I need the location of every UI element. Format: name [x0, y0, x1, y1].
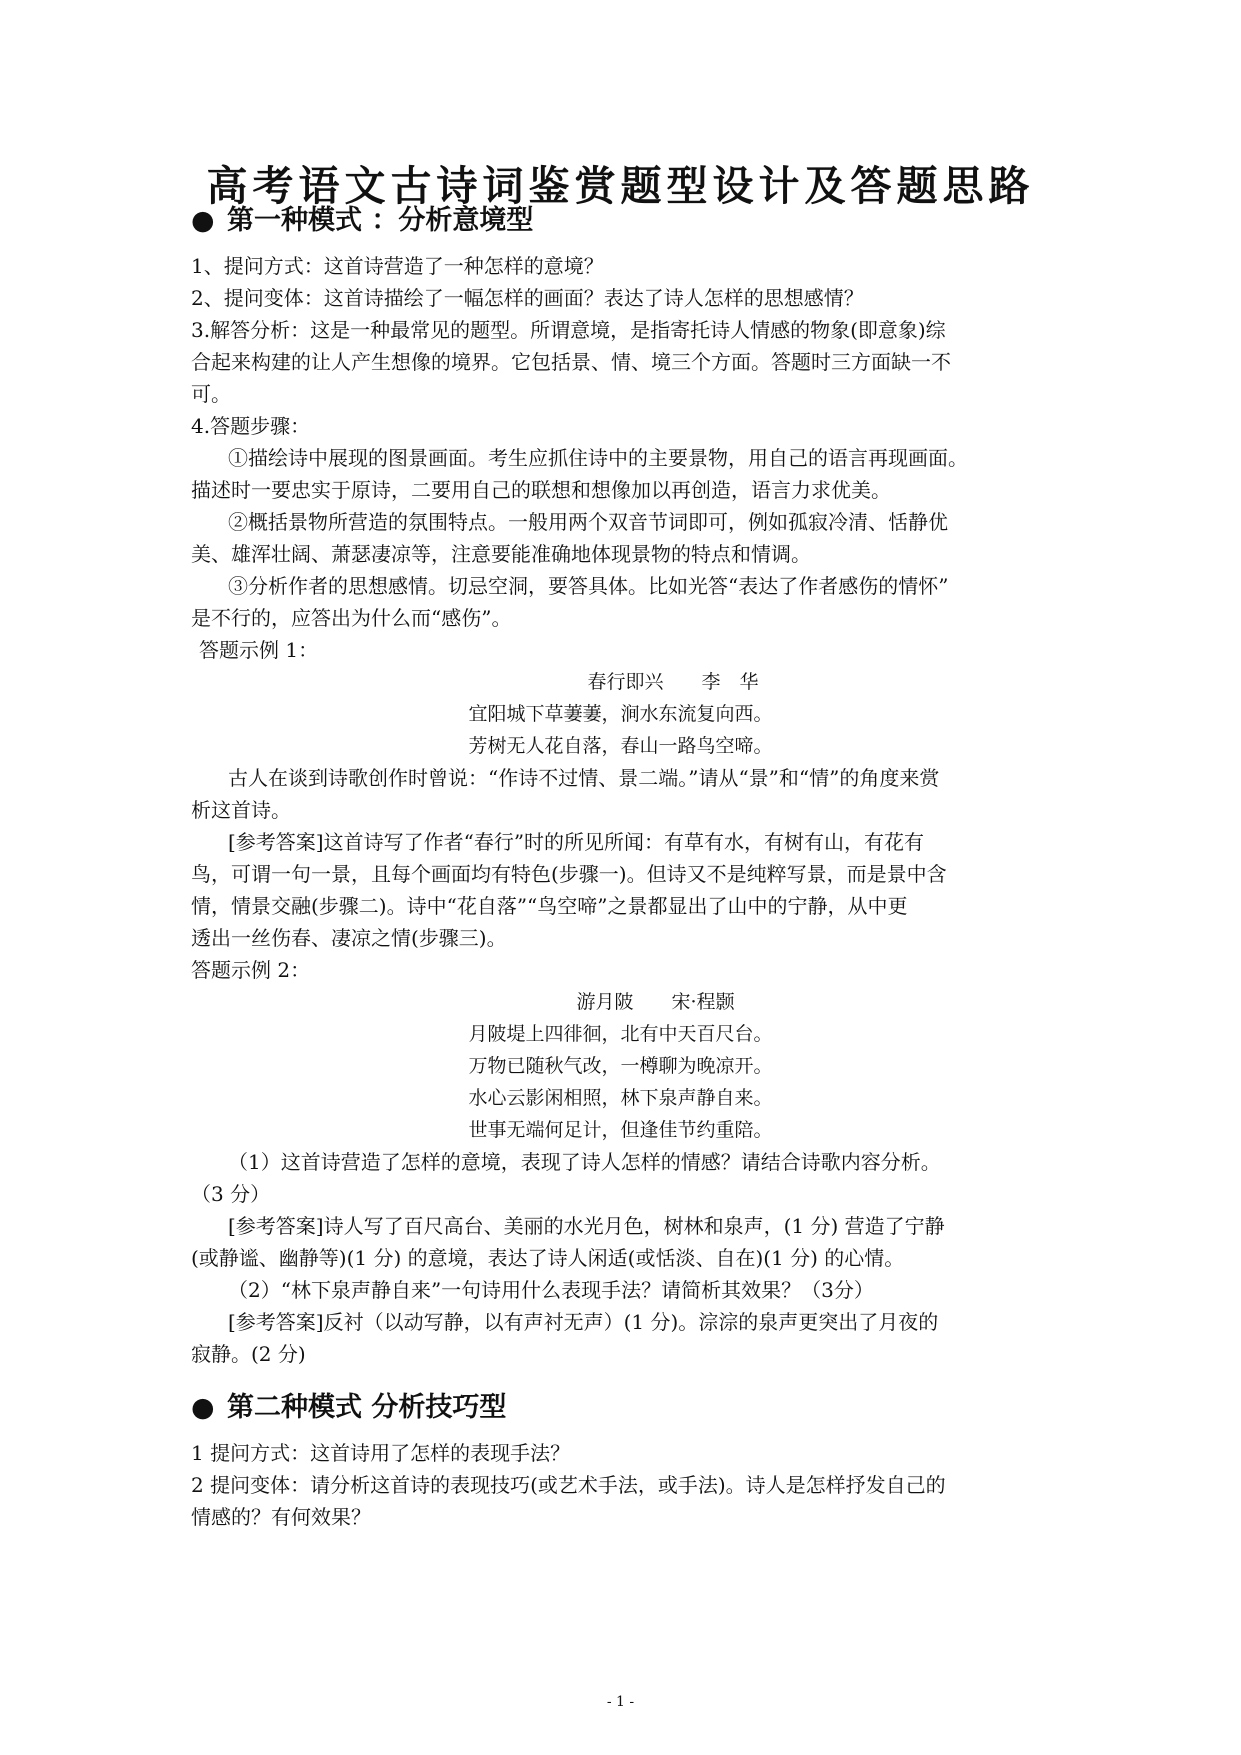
example2-q1: （1）这首诗营造了怎样的意境，表现了诗人怎样的情感？请结合诗歌内容分析。 [228, 1150, 941, 1174]
section2-heading-text: 第二种模式 分析技巧型 [227, 1392, 507, 1423]
poem1-line: 芳树无人花自落，春山一路鸟空啼。 [468, 735, 773, 757]
text-line: 描述时一要忠实于原诗，二要用自己的联想和想像加以再创造，语言力求优美。 [191, 478, 891, 502]
text-line: 可。 [191, 382, 231, 406]
example1-answer: 情，情景交融(步骤二)。诗中“花自落”“鸟空啼”之景都显出了山中的宁静，从中更 [191, 894, 908, 918]
poem1-line: 宜阳城下草萋萋，涧水东流复向西。 [468, 703, 773, 725]
example1-answer: 透出一丝伤春、凄凉之情(步骤三)。 [191, 926, 507, 950]
example2-a1: (或静谧、幽静等)(1 分) 的意境，表达了诗人闲适(或恬淡、自在)(1 分) 的心情。 [191, 1246, 905, 1270]
section1-heading-text: 第一种模式 ：分析意境型 [227, 205, 534, 236]
example1-answer: [参考答案]这首诗写了作者“春行”时的所见所闻：有草有水，有树有山，有花有 [228, 830, 925, 854]
example1-answer: 鸟，可谓一句一景，且每个画面均有特色(步骤一)。但诗又不是纯粹写景，而是景中含 [191, 862, 947, 886]
text-line: 情感的？有何效果？ [191, 1505, 371, 1529]
text-line: 3.解答分析：这是一种最常见的题型。所谓意境，是指寄托诗人情感的物象(即意象)综 [191, 318, 946, 342]
text-line: 美、雄浑壮阔、萧瑟凄凉等，注意要能准确地体现景物的特点和情调。 [191, 542, 811, 566]
poem1-title: 春行即兴 李 华 [587, 671, 759, 693]
poem2-title: 游月陂 宋·程颢 [576, 991, 735, 1013]
example1-question: 析这首诗。 [191, 798, 291, 822]
bullet-icon: ● [191, 1392, 215, 1423]
text-line: 1 提问方式：这首诗用了怎样的表现手法？ [191, 1441, 571, 1465]
text-line: 1、提问方式：这首诗营造了一种怎样的意境？ [191, 254, 604, 278]
example2-q2: （2）“林下泉声静自来”一句诗用什么表现手法？请简析其效果？（3分） [228, 1278, 874, 1302]
section1-heading [191, 203, 533, 239]
example2-label: 答题示例 2： [191, 958, 311, 982]
poem2-line: 水心云影闲相照，林下泉声静自来。 [468, 1087, 773, 1109]
poem2-line: 月陂堤上四徘徊，北有中天百尺台。 [468, 1023, 773, 1045]
example2-q1: （3 分） [191, 1182, 271, 1206]
poem2-line: 万物已随秋气改，一樽聊为晚凉开。 [468, 1055, 773, 1077]
step2-line: ②概括景物所营造的氛围特点。一般用两个双音节词即可，例如孤寂冷清、恬静优 [228, 510, 948, 534]
text-line: 4.答题步骤： [191, 414, 311, 438]
example2-a2: 寂静。(2 分) [191, 1342, 306, 1366]
poem2-line: 世事无端何足计，但逢佳节约重陪。 [468, 1119, 773, 1141]
example2-a2: [参考答案]反衬（以动写静，以有声衬无声）(1 分)。淙淙的泉声更突出了月夜的 [228, 1310, 939, 1334]
example2-a1: [参考答案]诗人写了百尺高台、美丽的水光月色，树林和泉声，(1 分) 营造了宁静 [228, 1214, 945, 1238]
bullet-icon: ● [191, 205, 215, 236]
example1-label: 答题示例 1： [199, 638, 319, 662]
text-line: 是不行的，应答出为什么而“感伤”。 [191, 606, 512, 630]
document-title: 高考语文古诗词鉴赏题型设计及答题思路 [206, 162, 1035, 210]
section2-heading [191, 1390, 506, 1426]
step3-line: ③分析作者的思想感情。切忌空洞，要答具体。比如光答“表达了作者感伤的情怀” [228, 574, 949, 598]
step1-line: ①描绘诗中展现的图景画面。考生应抓住诗中的主要景物，用自己的语言再现画面。 [228, 446, 968, 470]
example1-question: 古人在谈到诗歌创作时曾说：“作诗不过情、景二端。”请从“景”和“情”的角度来赏 [228, 766, 940, 790]
text-line: 2 提问变体：请分析这首诗的表现技巧(或艺术手法，或手法)。诗人是怎样抒发自己的 [191, 1473, 946, 1497]
text-line: 2、提问变体：这首诗描绘了一幅怎样的画面？表达了诗人怎样的思想感情？ [191, 286, 864, 310]
text-line: 合起来构建的让人产生想像的境界。它包括景、情、境三个方面。答题时三方面缺一不 [191, 350, 951, 374]
page-number: - 1 - [606, 1694, 635, 1710]
